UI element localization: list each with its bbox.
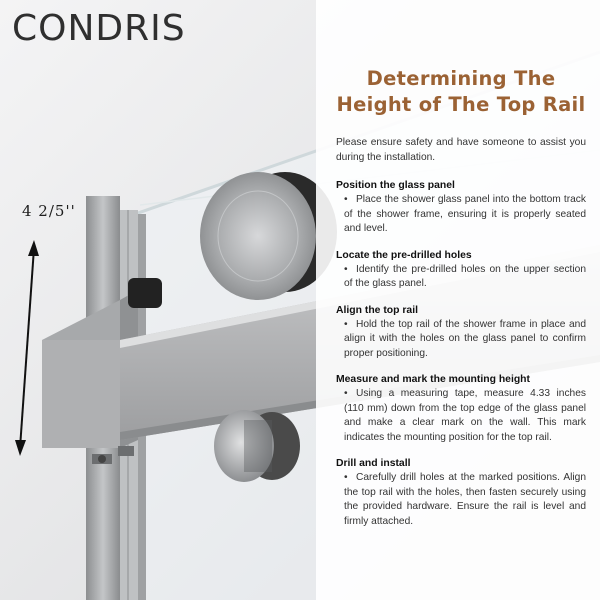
brand-logo: CONDRIS bbox=[12, 8, 186, 49]
bullet-icon: • bbox=[344, 263, 348, 275]
title-line-2: Height of The Top Rail bbox=[336, 93, 586, 116]
step-body: Carefully drill holes at the marked positions. Align the top rail with the holes, then fasten securely using the provided hardware. Ensure the rail is level and firmly attached. bbox=[344, 472, 586, 527]
step-align-rail bbox=[336, 304, 586, 362]
step-heading: Align the top rail bbox=[336, 304, 418, 316]
bumper bbox=[128, 278, 162, 308]
step-body: Hold the top rail of the shower frame in place and align it with the holes on the glass panel to confirm proper positioning. bbox=[344, 318, 586, 359]
intro-text: Please ensure safety and have someone to assist you during the installation. bbox=[336, 137, 586, 163]
measurement-label: 4 2/5'' bbox=[22, 202, 76, 220]
step-locate-holes bbox=[336, 249, 586, 292]
step-position-glass bbox=[336, 179, 586, 237]
step-body: Using a measuring tape, measure 4.33 inches (110 mm) down from the top edge of the glass panel and make a clear mark on the wall. This mark indicates the mounting position for the top rail. bbox=[344, 388, 586, 443]
bullet-icon: • bbox=[344, 318, 348, 330]
bullet-icon: • bbox=[344, 194, 348, 205]
step-drill-install bbox=[336, 457, 586, 529]
stopper bbox=[214, 410, 300, 482]
instruction-panel bbox=[316, 0, 600, 600]
step-heading: Measure and mark the mounting height bbox=[336, 374, 530, 385]
step-body: Identify the pre-drilled holes on the upper section of the glass panel. bbox=[344, 263, 586, 289]
bullet-icon: • bbox=[344, 472, 348, 483]
instruction-title bbox=[336, 66, 586, 118]
title-line-1: Determining The bbox=[366, 67, 556, 90]
step-heading: Drill and install bbox=[336, 458, 411, 469]
step-heading: Locate the pre-drilled holes bbox=[336, 249, 472, 261]
step-measure-mark bbox=[336, 373, 586, 445]
step-body: Place the shower glass panel into the bottom track of the shower frame, ensuring it is properly seated and level. bbox=[344, 194, 586, 234]
bullet-icon: • bbox=[344, 388, 348, 399]
step-heading: Position the glass panel bbox=[336, 180, 455, 191]
